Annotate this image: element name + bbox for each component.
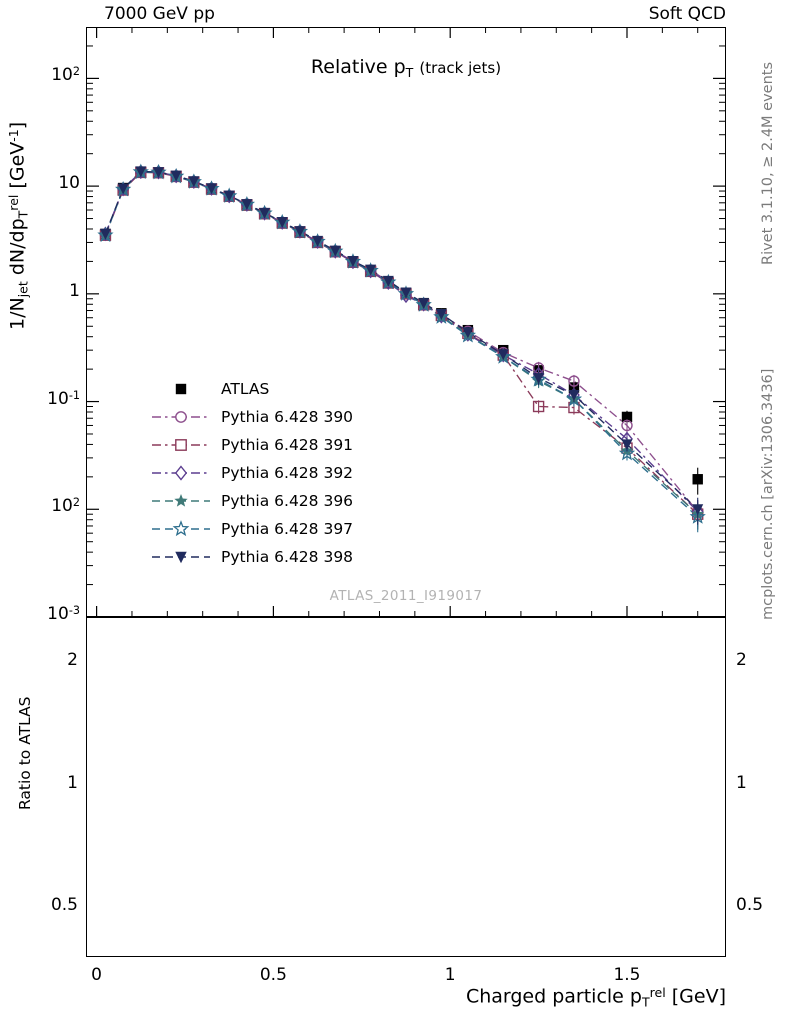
x-axis-label-part1: Charged particle p — [465, 985, 642, 1008]
legend-marker-star-open-icon — [150, 518, 212, 540]
x-axis-label — [0, 985, 726, 1009]
legend-label: Pythia 6.428 392 — [221, 464, 354, 482]
y-tick-label-main: $10^2$ — [51, 496, 80, 517]
legend-item[interactable] — [150, 543, 353, 571]
rivet-version-label: Rivet 3.1.10, ≥ 2.4M events — [760, 61, 776, 265]
y-tick-label-main: 1 — [69, 280, 80, 301]
y-tick-label-ratio-right: 1 — [736, 772, 747, 793]
legend-item[interactable] — [150, 487, 353, 515]
y-tick-label-main: $10^{-1}$ — [47, 388, 80, 409]
y-axis-label-part1: 1/N — [6, 297, 29, 330]
legend-label: Pythia 6.428 390 — [221, 408, 354, 426]
y-tick-label-ratio: 1 — [67, 772, 78, 793]
ratio-plot-panel — [86, 617, 726, 957]
legend — [150, 375, 353, 571]
y-axis-label-sub2: T — [15, 210, 31, 219]
legend-marker-triangle-down-filled-icon — [150, 546, 212, 568]
beam-energy-label: 7000 GeV pp — [104, 4, 215, 24]
legend-label: ATLAS — [221, 380, 270, 398]
x-tick-label: 1.5 — [613, 965, 641, 985]
x-tick-label: 1 — [444, 965, 456, 985]
y-axis-label-part4: ] — [6, 121, 29, 130]
x-axis-label-part2: [GeV] — [665, 985, 726, 1008]
plot-title-paren: (track jets) — [419, 59, 502, 77]
y-axis-label-ratio-text: Ratio to ATLAS — [16, 696, 34, 810]
plot-title-text: Relative p — [310, 56, 406, 78]
x-axis-label-sub: T — [641, 994, 650, 1010]
legend-label: Pythia 6.428 398 — [221, 548, 354, 566]
y-axis-label-part3: [GeV — [6, 141, 29, 195]
x-tick-label: 0 — [91, 965, 102, 985]
mcplots-label: mcplots.cern.ch [arXiv:1306.3436] — [760, 368, 776, 620]
legend-item[interactable] — [150, 403, 353, 431]
x-tick-label: 0.5 — [259, 965, 287, 985]
process-label: Soft QCD — [648, 4, 726, 24]
legend-label: Pythia 6.428 391 — [221, 436, 354, 454]
plot-title — [86, 56, 726, 80]
y-tick-label-ratio-right: 0.5 — [736, 895, 764, 916]
x-axis-label-sup: rel — [649, 985, 666, 1000]
y-tick-label-main: $10^2$ — [51, 65, 80, 86]
legend-marker-square-filled-icon — [150, 378, 212, 400]
y-tick-label-ratio: 2 — [67, 650, 78, 671]
y-tick-label-ratio: 0.5 — [50, 895, 78, 916]
legend-marker-star-filled-icon — [150, 490, 212, 512]
y-axis-label-sup: rel — [6, 194, 21, 211]
plot-header — [86, 4, 726, 26]
y-tick-label-main: 10 — [58, 173, 80, 194]
legend-item[interactable] — [150, 459, 353, 487]
y-axis-label-sub1: jet — [15, 281, 31, 298]
legend-item[interactable] — [150, 431, 353, 459]
plot-title-sub: T — [405, 64, 414, 80]
y-axis-label-part2: dN/dp — [6, 218, 29, 282]
legend-marker-circle-open-icon — [150, 406, 212, 428]
legend-label: Pythia 6.428 397 — [221, 520, 354, 538]
y-tick-label-ratio-right: 2 — [736, 650, 747, 671]
y-tick-label-main: $10^{-3}$ — [47, 604, 80, 625]
legend-item[interactable] — [150, 515, 353, 543]
legend-marker-square-open-icon — [150, 434, 212, 456]
y-axis-label-endsup: -1 — [6, 129, 21, 142]
legend-item[interactable] — [150, 375, 353, 403]
legend-marker-diamond-open-icon — [150, 462, 212, 484]
analysis-watermark: ATLAS_2011_I919017 — [329, 588, 483, 604]
legend-label: Pythia 6.428 396 — [221, 492, 354, 510]
